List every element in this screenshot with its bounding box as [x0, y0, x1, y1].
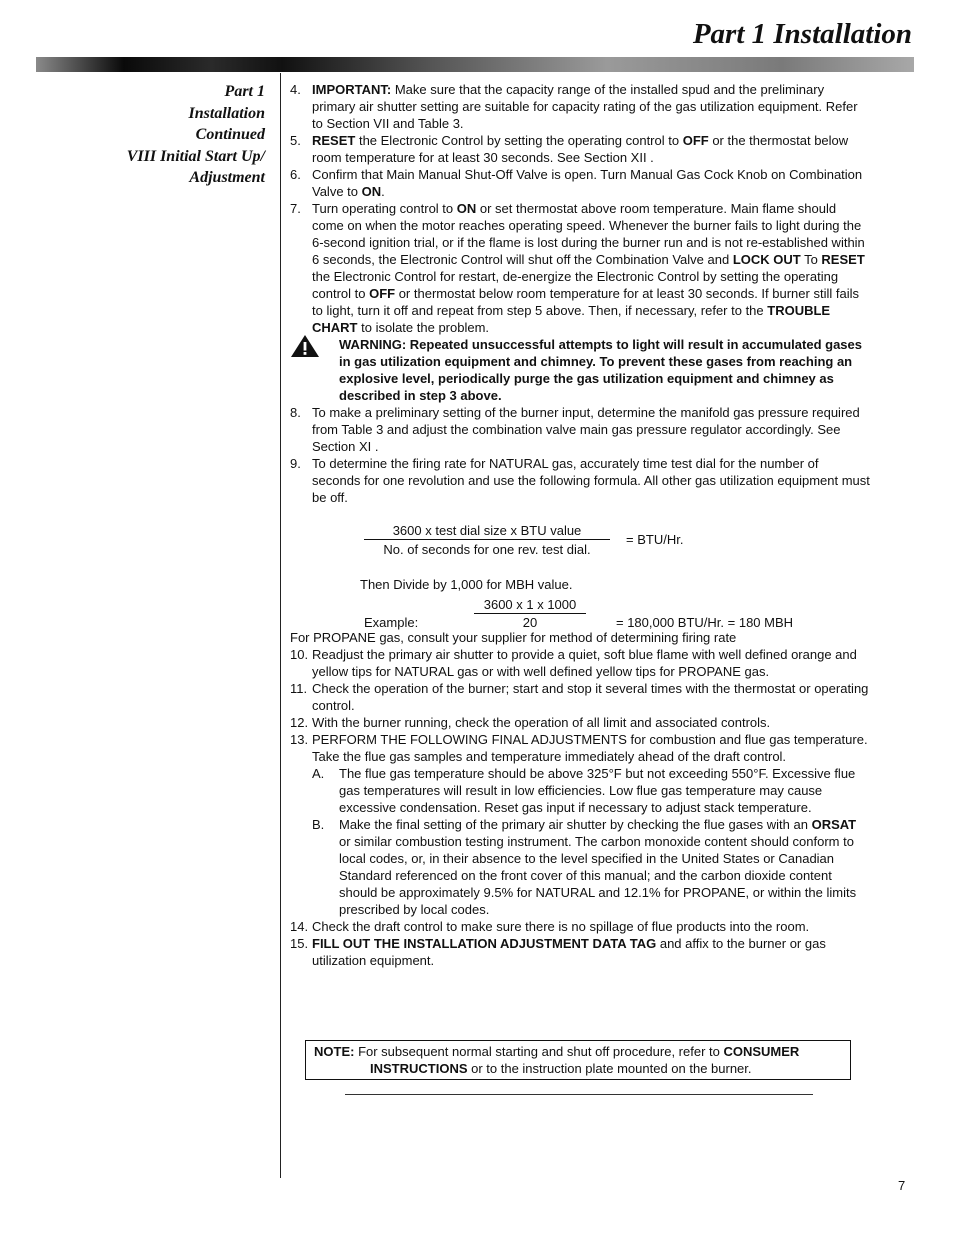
note-emphasis: INSTRUCTIONS: [370, 1061, 468, 1076]
note-line-2: [314, 1060, 844, 1077]
example-denominator: 20: [522, 615, 538, 630]
step-text: or the thermostat below room temperature for at least 30 seconds. See Section XII .: [312, 133, 849, 165]
step-13: [290, 731, 870, 765]
step-number: 6.: [290, 167, 301, 182]
step-14: [290, 918, 870, 935]
step-9: [290, 455, 870, 506]
step-text: .: [381, 184, 385, 199]
formula-fraction: [364, 522, 610, 559]
step-number: 9.: [290, 456, 301, 471]
step-text: To: [800, 252, 822, 267]
section-sidebar: [100, 81, 265, 189]
step-emphasis: OFF: [682, 133, 709, 148]
step-emphasis: LOCK OUT: [732, 252, 801, 267]
step-15: [290, 935, 870, 969]
sidebar-line-section: VIII Initial Start Up/: [126, 147, 265, 165]
step-text: PERFORM THE FOLLOWING FINAL ADJUSTMENTS for combustion and flue gas temperature. Take the flue gas samples and temperature immediately ahead of the draft control.: [312, 732, 868, 764]
step-4: [290, 81, 870, 132]
step-text: Check the operation of the burner; start and stop it several times with the thermostat or operating control.: [312, 681, 869, 713]
step-13b: [290, 816, 870, 918]
note-text: or to the instruction plate mounted on the burner.: [467, 1061, 752, 1076]
example-label: Example:: [364, 615, 419, 630]
column-divider: [280, 73, 281, 1178]
step-number: 15.: [290, 936, 309, 951]
section-end-rule: [345, 1094, 813, 1095]
formula-result: = BTU/Hr.: [626, 532, 684, 547]
step-7: [290, 200, 870, 336]
note-line-1: [314, 1043, 844, 1060]
step-number: 4.: [290, 82, 301, 97]
formula-numerator: 3600 x test dial size x BTU value: [364, 522, 610, 540]
step-text: or thermostat below room temperature for at least 30 seconds. If burner still fails to light, turn it off and repeat from step 5 above. Then, if necessary, refer to the: [312, 286, 859, 318]
step-emphasis: RESET: [312, 133, 356, 148]
step-text: To make a preliminary setting of the burner input, determine the manifold gas pressure required from Table 3 and adjust the combination valve main gas pressure regulator accordingly. See Section XI .: [312, 405, 860, 454]
step-10: [290, 646, 870, 680]
step-text: Readjust the primary air shutter to provide a quiet, soft blue flame with well defined orange and yellow tips for NATURAL gas or with well defined yellow tips for PROPANE gas.: [312, 647, 857, 679]
header-gradient-bar: [36, 57, 914, 72]
step-text: Check the draft control to make sure there is no spillage of flue products into the room.: [312, 919, 810, 934]
step-text: Confirm that Main Manual Shut-Off Valve is open. Turn Manual Gas Cock Knob on Combination Valve to: [312, 167, 863, 199]
instructions-body: [290, 81, 870, 969]
step-text: and affix to the burner or gas utilization equipment.: [312, 936, 826, 968]
step-5: [290, 132, 870, 166]
warning-text: WARNING: Repeated unsuccessful attempts to light will result in accumulated gases in gas utilization equipment and chimney. To prevent these gases from reaching an explosive level, periodically purge the gas utilization equipment and chimney as described in step 3 above.: [339, 337, 862, 403]
example-result: = 180,000 BTU/Hr. = 180 MBH: [616, 615, 794, 630]
step-text: The flue gas temperature should be above 325°F but not exceeding 550°F. Excessive flue gas temperatures will result in low efficiencies. Low flue gas temperature may cause excessive condensation. Reset gas input if necessary to adjust stack temperature.: [339, 766, 856, 815]
step-number: 8.: [290, 405, 301, 420]
step-text: Make sure that the capacity range of the installed spud and the preliminary primary air shutter setting are suitable for capacity rating of the gas utilization equipment. Refer to Section VII and Table 3.: [312, 82, 858, 131]
step-emphasis: ON: [361, 184, 382, 199]
page-title: Part 1 Installation: [692, 18, 912, 50]
step-text: To determine the firing rate for NATURAL gas, accurately time test dial for the number of seconds for one revolution and use the following formula. All other gas utilization equipment must be off.: [312, 456, 870, 505]
step-emphasis: TROUBLE CHART: [312, 303, 831, 335]
step-text: Make the final setting of the primary air shutter by checking the flue gases with an: [339, 817, 812, 832]
step-11: [290, 680, 870, 714]
example-fraction: [474, 596, 586, 631]
step-text: the Electronic Control by setting the operating control to: [355, 133, 683, 148]
step-text: or similar combustion testing instrument. The carbon monoxide content should conform to local codes, or, in their absence to the level specified in the United States or Canadian Standard referenced on the front cover of this manual; and the carbon dioxide content should be approximately 9.5% for NATURAL and 12.1% for PROPANE, or within the limits prescribed by local codes.: [339, 834, 857, 917]
sidebar-line-adjustment: Adjustment: [189, 169, 265, 186]
step-12: [290, 714, 870, 731]
step-text: Turn operating control to: [312, 201, 457, 216]
step-number: 13.: [290, 732, 309, 747]
substep-letter: A.: [312, 766, 325, 781]
step-emphasis: IMPORTANT:: [312, 82, 392, 97]
firing-rate-formula: [290, 512, 870, 630]
step-number: 5.: [290, 133, 301, 148]
step-number: 12.: [290, 715, 309, 730]
propane-note: For PROPANE gas, consult your supplier for method of determining firing rate: [290, 630, 737, 645]
note-text: For subsequent normal starting and shut off procedure, refer to: [354, 1044, 724, 1059]
step-number: 14.: [290, 919, 309, 934]
step-emphasis: OFF: [369, 286, 396, 301]
sidebar-line-installation: Installation: [188, 104, 265, 122]
formula-denominator: No. of seconds for one rev. test dial.: [383, 542, 591, 557]
step-emphasis: RESET: [821, 252, 865, 267]
page-number: 7: [898, 1178, 906, 1193]
step-number: 11.: [290, 681, 308, 696]
step-text: to isolate the problem.: [357, 320, 490, 335]
step-number: 7.: [290, 201, 301, 216]
step-emphasis: ORSAT: [811, 817, 857, 832]
note-emphasis: CONSUMER: [723, 1044, 800, 1059]
note-label: NOTE:: [314, 1044, 355, 1059]
step-number: 10.: [290, 647, 309, 662]
note-box: [305, 1040, 851, 1080]
step-text: With the burner running, check the operation of all limit and associated controls.: [312, 715, 771, 730]
formula-note: Then Divide by 1,000 for MBH value.: [360, 577, 573, 592]
warning-block: [290, 336, 870, 404]
step-6: [290, 166, 870, 200]
sidebar-line-part: Part 1: [224, 83, 265, 100]
sidebar-line-continued: Continued: [195, 126, 265, 143]
step-emphasis: ON: [456, 201, 477, 216]
warning-icon: [290, 334, 320, 358]
example-numerator: 3600 x 1 x 1000: [474, 596, 586, 614]
step-emphasis: FILL OUT THE INSTALLATION ADJUSTMENT DATA TAG: [312, 936, 657, 951]
step-13a: [290, 765, 870, 816]
step-text: the Electronic Control for restart, de-energize the Electronic Control by setting the operating control to: [312, 269, 839, 301]
step-text: or set thermostat above room temperature. Main flame should come on when the motor reaches operating speed. Whenever the burner fails to light during the 6-second ignition trial, or if the flame is lost during the burner run and is not re-established within 6 seconds, the Electronic Control will shut off the Combination Valve and: [312, 201, 865, 267]
substep-letter: B.: [312, 817, 325, 832]
step-8: [290, 404, 870, 455]
